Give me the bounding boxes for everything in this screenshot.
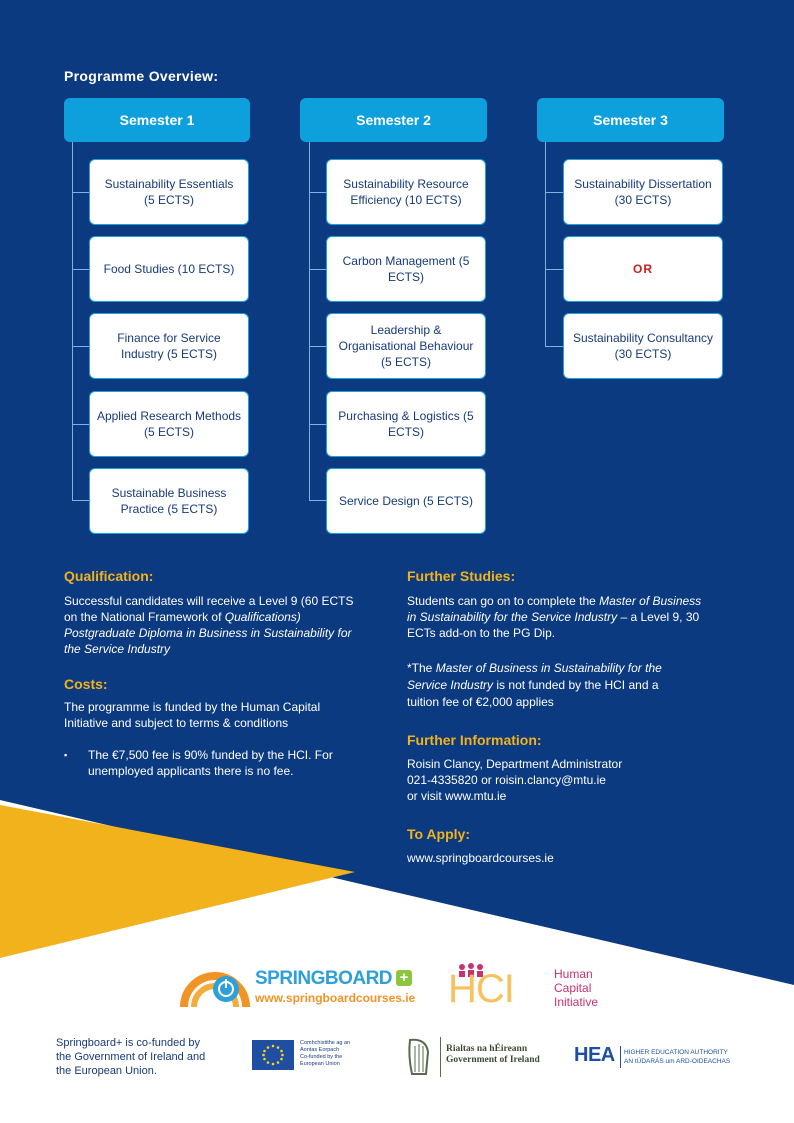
- springboard-logo: [180, 965, 416, 1010]
- costs-text: The programme is funded by the Human Capital Initiative and subject to terms & conditions: [64, 700, 321, 730]
- module-name: Service Design (5 ECTS): [338, 494, 474, 508]
- module-card: [89, 391, 249, 457]
- module-name: Sustainability Dissertation (30 ECTS): [574, 177, 712, 207]
- costs-heading: Costs:: [64, 676, 108, 692]
- further-studies-text-italic: Master of Business in Sustainability for the Service Industry: [407, 594, 702, 624]
- hci-name: [554, 967, 598, 1009]
- hea-text-line: AN tÚDARÁS um ARD-OIDEACHAS: [624, 1058, 731, 1065]
- note-text-b: is not funded by the HCI and a tuition fee of €2,000 applies: [407, 678, 659, 709]
- government-logo: [404, 1036, 544, 1078]
- connector-line: [309, 192, 326, 193]
- hea-logo: [574, 1044, 744, 1072]
- connector-line: [309, 142, 310, 500]
- connector-line: [72, 142, 73, 500]
- connector-line: [309, 269, 326, 270]
- eu-flag-icon: [252, 1040, 294, 1070]
- further-studies-text: [407, 593, 707, 641]
- contact-details[interactable]: 021-4335820 or roisin.clancy@mtu.ie: [407, 773, 606, 787]
- eu-logo: [252, 1040, 372, 1076]
- module-card: [326, 468, 486, 534]
- note-text-a: *The: [407, 661, 433, 675]
- divider: [620, 1046, 621, 1068]
- hci-logo: [448, 963, 618, 1013]
- springboard-name: SPRINGBOARD: [255, 968, 393, 989]
- module-name: Food Studies (10 ECTS): [103, 262, 235, 276]
- eu-text-line: European Union: [300, 1061, 340, 1067]
- or-label: OR: [633, 262, 653, 276]
- module-card: [563, 313, 723, 379]
- connector-line: [72, 424, 89, 425]
- hci-letters: HCI: [448, 967, 514, 1011]
- module-card: [326, 313, 486, 379]
- to-apply-heading: To Apply:: [407, 826, 470, 842]
- costs-bullet: ▪ The €7,500 fee is 90% funded by the HCI. For unemployed applicants there is no fee.: [64, 747, 364, 779]
- module-card: [563, 159, 723, 225]
- qualification-heading: Qualification:: [64, 568, 154, 584]
- semester-1-header: Semester 1: [64, 98, 250, 142]
- note-text-italic: Master of Business in Sustainability for the Service Industry: [407, 661, 662, 692]
- eu-text: [300, 1040, 350, 1068]
- semester-2-header: Semester 2: [300, 98, 487, 142]
- connector-line: [72, 500, 89, 501]
- qualification-text: [64, 593, 364, 657]
- programme-overview-title: Programme Overview:: [64, 68, 219, 84]
- hci-name-line: Initiative: [554, 995, 599, 1009]
- or-card: [563, 236, 723, 302]
- module-name: Carbon Management (5 ECTS): [342, 254, 470, 284]
- module-credits: (5 ECTS): [143, 193, 194, 207]
- module-name: Purchasing & Logistics (5 ECTS): [338, 409, 474, 439]
- connector-line: [72, 269, 89, 270]
- connector-line: [545, 269, 563, 270]
- connector-line: [309, 500, 326, 501]
- connector-line: [545, 346, 563, 347]
- connector-line: [72, 192, 89, 193]
- module-name: Sustainable Business Practice (5 ECTS): [111, 486, 227, 516]
- springboard-url: www.springboardcourses.ie: [255, 991, 416, 1005]
- eu-text-line: Aontas Eorpach: [300, 1047, 340, 1053]
- connector-line: [309, 346, 326, 347]
- gov-text-line: Rialtas na hÉireann: [446, 1044, 528, 1054]
- further-studies-note: [407, 660, 677, 711]
- further-studies-text-a: Students can go on to complete the: [407, 594, 596, 608]
- module-card: [326, 391, 486, 457]
- hea-text-line: HIGHER EDUCATION AUTHORITY: [624, 1049, 728, 1056]
- further-studies-heading: Further Studies:: [407, 568, 516, 584]
- hci-name-line: Capital: [554, 981, 592, 995]
- hea-letters: HEA: [574, 1044, 615, 1066]
- further-information-heading: Further Information:: [407, 732, 542, 748]
- connector-line: [72, 346, 89, 347]
- hci-name-line: Human: [554, 967, 593, 981]
- qualification-text-italic: Qualifications) Postgraduate Diploma in Business in Sustainability for the Service Industry: [64, 610, 352, 656]
- module-card: [326, 159, 486, 225]
- connector-line: [309, 424, 326, 425]
- module-card: [89, 468, 249, 534]
- module-name: Sustainability Resource Efficiency (10 ECTS): [343, 177, 469, 207]
- divider: [440, 1037, 441, 1077]
- qualification-text-a: Successful candidates will receive a Level 9 (60 ECTS on the National Framework of: [64, 594, 354, 624]
- further-information-text: [407, 756, 707, 804]
- plus-icon: +: [396, 970, 412, 986]
- module-name: Applied Research Methods (5 ECTS): [96, 409, 242, 439]
- module-card: [89, 236, 249, 302]
- gov-text-line: Government of Ireland: [446, 1055, 540, 1065]
- apply-link[interactable]: www.springboardcourses.ie: [407, 851, 554, 865]
- eu-text-line: Co-funded by the: [300, 1054, 343, 1060]
- eu-text-line: Comhchistithe ag an: [300, 1040, 351, 1046]
- cofund-text: Springboard+ is co-funded by the Government of Ireland and the European Union.: [56, 1037, 206, 1077]
- semester-3-header: Semester 3: [537, 98, 724, 142]
- module-card: [89, 313, 249, 379]
- contact-name: Roisin Clancy, Department Administrator: [407, 757, 623, 771]
- module-card: [326, 236, 486, 302]
- website-link[interactable]: or visit www.mtu.ie: [407, 789, 507, 803]
- module-name: Leadership & Organisational Behaviour (5 ECTS): [338, 323, 474, 369]
- further-studies-text-b: – a Level 9, 30 ECTs add-on to the PG Dip.: [407, 610, 700, 640]
- module-name: Sustainability Essentials: [104, 177, 234, 191]
- hea-text: [624, 1048, 730, 1066]
- government-text: [446, 1044, 540, 1066]
- costs-bullet-list: [64, 747, 364, 779]
- module-card: [89, 159, 249, 225]
- harp-icon: [404, 1036, 434, 1078]
- connector-line: [545, 142, 546, 346]
- connector-line: [545, 192, 563, 193]
- module-name: Finance for Service Industry (5 ECTS): [117, 331, 221, 361]
- springboard-icon: [180, 965, 250, 1009]
- module-name: Sustainability Consultancy (30 ECTS): [572, 331, 714, 361]
